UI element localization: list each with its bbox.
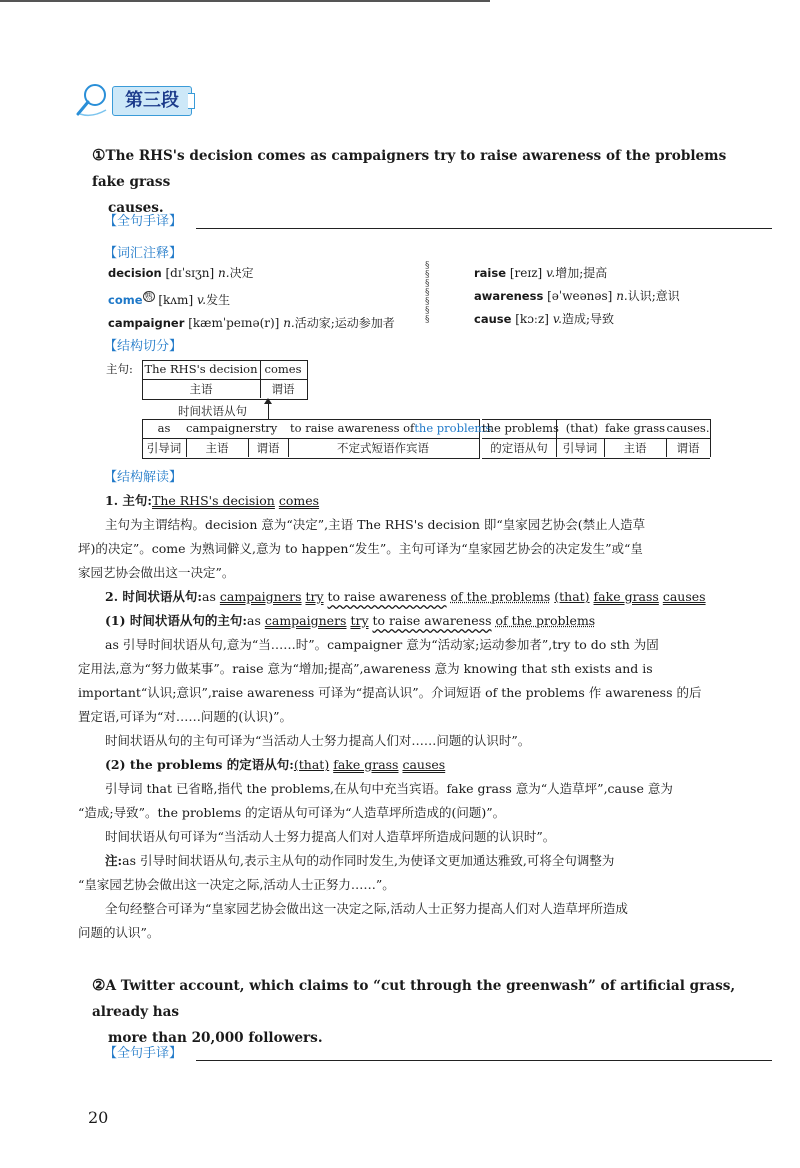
sentence-1-line-1: The RHS's decision comes as campaigners try to raise awareness of the problems fake grass (92, 148, 727, 190)
attr-word-verb: causes. (666, 421, 710, 435)
translation-label-1: 【全句手译】 (104, 214, 183, 229)
paragraph: 全句经整合可译为“皇家园艺协会做出这一决定之际,活动人士正努力提高人们对人造草坪所造成 (105, 901, 628, 916)
paragraph: 定用法,意为“努力做某事”。raise 意为“增加;提高”,awareness 意为 knowing that sth exists and is (78, 661, 653, 676)
adv-word-object: to raise awareness ofthe problems (290, 421, 492, 435)
arrow-head-icon (264, 398, 272, 404)
sentence-1-line-2: causes. (108, 200, 164, 216)
structure-diagram (0, 0, 800, 470)
vocab-item: awareness [əˈweənəs] n.认识;意识 (474, 289, 680, 303)
vocab-item: cause [kɔːz] v.造成;导致 (474, 312, 615, 326)
paragraph: “皇家园艺协会做出这一决定之际,活动人士正努力……”。 (78, 877, 395, 892)
vocab-item: come $^熟$ [kʌm] v.发生 (108, 292, 231, 307)
adv-role-subject: 主语 (205, 441, 229, 455)
attr-role-verb: 谓语 (676, 441, 700, 455)
main-clause-label: 主句: (106, 362, 133, 376)
main-role-verb: 谓语 (271, 382, 295, 396)
sentence-2-number: ② (92, 976, 106, 994)
analysis-body (78, 489, 775, 945)
adv-role-object: 不定式短语作宾语 (337, 441, 429, 455)
main-word-verb: comes (264, 362, 302, 376)
sentence-2-line-2: more than 20,000 followers. (108, 1030, 323, 1046)
sentence-2-line-1: A Twitter account, which claims to “cut through the greenwash” of artificial grass, already has (92, 978, 736, 1020)
adv-word-as: as (157, 421, 171, 435)
note: 注:as 引导时间状语从句,表示主从句的动作同时发生,为使译文更加通达雅致,可将全句调整为 (105, 853, 615, 868)
adv-role-intro: 引导词 (146, 441, 182, 455)
adv-word-verb: try (260, 421, 278, 435)
paragraph: 置定语,可译为“对……问题的(认识)”。 (78, 709, 293, 724)
main-role-subject: 主语 (189, 382, 213, 396)
adv-role-verb: 谓语 (256, 441, 280, 455)
translation-label-2: 【全句手译】 (104, 1046, 183, 1061)
paragraph: 引导词 that 已省略,指代 the problems,在从句中充当宾语。fake grass 意为“人造草坪”,cause 意为 (105, 781, 673, 796)
paragraph: 时间状语从句可译为“当活动人士努力提高人们对人造草坪所造成问题的认识时”。 (105, 829, 556, 844)
page-number: 20 (88, 1108, 109, 1127)
section-title: 第三段 (112, 86, 192, 116)
vocab-item: campaigner [kæmˈpeɪnə(r)] n.活动家;运动参加者 (108, 316, 395, 330)
paragraph: “造成;导致”。the problems 的定语从句可译为“人造草坪所造成的(问题)”。 (78, 805, 506, 820)
attr-word-subject: fake grass (604, 421, 666, 435)
attr-role-intro: 引导词 (562, 441, 598, 455)
vocab-label: 【词汇注释】 (104, 246, 183, 261)
paragraph: 家园艺协会做出这一决定”。 (78, 565, 235, 580)
attr-role-subject: 主语 (623, 441, 647, 455)
adv-word-subject: campaigners (186, 421, 262, 435)
analysis-heading-2: 2. 时间状语从句:as campaigners try to raise awareness of the problems (that) fake grass causes (105, 589, 706, 604)
paragraph: important“认识;意识”,raise awareness 可译为“提高认识”。介词短语 of the problems 作 awareness 的后 (78, 685, 702, 700)
attr-head: the problems (482, 421, 559, 435)
vocab-item: raise [reɪz] v.增加;提高 (474, 266, 608, 280)
translation-blank-2[interactable] (196, 1060, 772, 1061)
paragraph: 时间状语从句的主句可译为“当活动人士努力提高人们对……问题的认识时”。 (105, 733, 531, 748)
main-clause-midline (142, 379, 307, 380)
sentence-1-number: ① (92, 146, 106, 164)
attr-midline (482, 438, 710, 439)
attr-word-that: (that) (565, 421, 599, 435)
analysis-subheading-1: (1) 时间状语从句的主句:as campaigners try to raise awareness of the problems (105, 613, 596, 628)
analysis-heading-1: 1. 主句:The RHS's decision comes (105, 493, 320, 508)
analysis-label: 【结构解读】 (104, 470, 183, 485)
vocab-item: decision [dɪˈsɪʒn] n.决定 (108, 266, 254, 280)
sentence-2 (92, 972, 762, 1051)
main-word-subject: The RHS's decision (144, 362, 258, 376)
attr-label: 的定语从句 (490, 441, 548, 455)
clause-type-label: 时间状语从句 (178, 404, 247, 418)
adverbial-midline (142, 438, 479, 439)
analysis-subheading-2: (2) the problems 的定语从句:(that) fake grass causes (105, 757, 446, 772)
paragraph: 坪)的决定”。come 为熟词僻义,意为 to happen“发生”。主句可译为“皇家园艺协会的决定发生”或“皇 (78, 541, 643, 556)
attr-divider (710, 419, 711, 457)
paragraph: 问题的认识”。 (78, 925, 160, 940)
paragraph: as 引导时间状语从句,意为“当……时”。campaigner 意为“活动家;运动参加者”,try to do sth 为固 (105, 637, 659, 652)
vocab-divider: § § § § § § § (425, 261, 430, 325)
paragraph: 主句为主谓结构。decision 意为“决定”,主语 The RHS's decision 即“皇家园艺协会(禁止人造草 (105, 517, 646, 532)
structure-label: 【结构切分】 (104, 339, 183, 354)
